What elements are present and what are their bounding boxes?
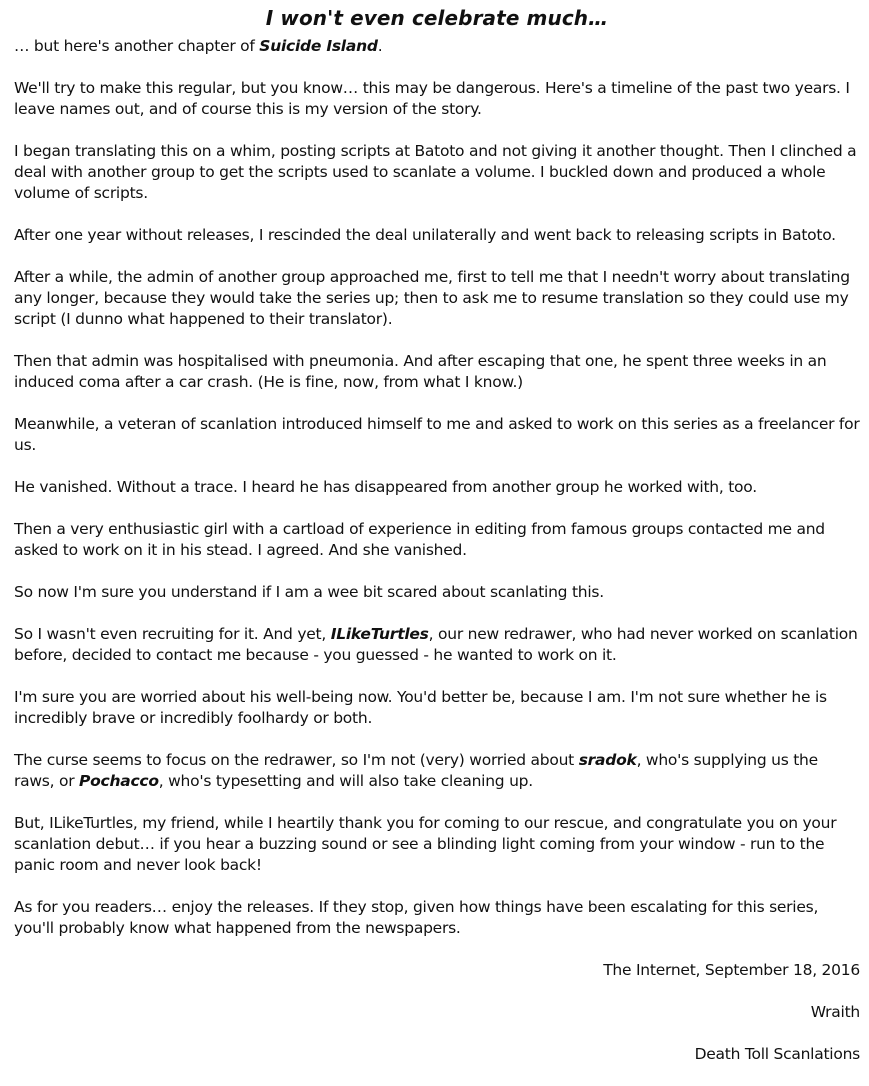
- redrawer-name: ILikeTurtles: [330, 625, 429, 643]
- signature-author: Wraith: [810, 1003, 860, 1021]
- paragraph-curse: [14, 750, 860, 792]
- paragraph-veteran-freelancer: Meanwhile, a veteran of scanlation introduced himself to me and asked to work on this series as a freelancer for us.: [14, 415, 860, 454]
- redrawer-text-after: , our new redrawer, who had never worked on scanlation before, decided to contact me because - you guessed - he wanted to work on it.: [14, 625, 858, 664]
- page-title: I won't even celebrate much…: [265, 6, 609, 30]
- paragraph-enthusiastic-girl: Then a very enthusiastic girl with a cartload of experience in editing from famous groups contacted me and asked to work on it in his stead. I agreed. And she vanished.: [14, 520, 825, 559]
- intro-paragraph: [14, 36, 860, 57]
- paragraph-vanished: He vanished. Without a trace. I heard he has disappeared from another group he worked with, too.: [14, 478, 757, 496]
- redrawer-text-before: So I wasn't even recruiting for it. And yet,: [14, 625, 331, 643]
- intro-text-after: .: [377, 37, 383, 55]
- paragraph-scared: So now I'm sure you understand if I am a wee bit scared about scanlating this.: [14, 583, 604, 601]
- intro-text-before: … but here's another chapter of: [14, 37, 260, 55]
- curse-text-middle: , who's supplying us the raws, or: [14, 751, 818, 790]
- paragraph-admin-hospitalised: Then that admin was hospitalised with pneumonia. And after escaping that one, he spent three weeks in an induced coma after a car crash. (He is fine, now, from what I know.): [14, 352, 827, 391]
- paragraph-regular-release: We'll try to make this regular, but you know… this may be dangerous. Here's a timeline of the past two years. I leave names out, and of course this is my version of the story.: [14, 79, 850, 118]
- typesetter-name: Pochacco: [79, 772, 159, 790]
- raws-supplier-name: sradok: [578, 751, 637, 769]
- paragraph-thanks-redrawer: But, ILikeTurtles, my friend, while I heartily thank you for coming to our rescue, and congratulate you on your scanlation debut… if you hear a buzzing sound or see a blinding light coming from your window - run to the panic room and never look back!: [14, 814, 837, 874]
- paragraph-new-redrawer: [14, 624, 860, 666]
- paragraph-well-being: I'm sure you are worried about his well-being now. You'd better be, because I am. I'm not sure whether he is incredibly brave or incredibly foolhardy or both.: [14, 688, 827, 727]
- paragraph-admin-approached: After a while, the admin of another group approached me, first to tell me that I needn't worry about translating any longer, because they would take the series up; then to ask me to resume translation so they could use my script (I dunno what happened to their translator).: [14, 268, 850, 328]
- paragraph-readers: As for you readers… enjoy the releases. If they stop, given how things have been escalating for this series, you'll probably know what happened from the newspapers.: [14, 898, 819, 937]
- paragraph-rescinded-deal: After one year without releases, I rescinded the deal unilaterally and went back to releasing scripts in Batoto.: [14, 226, 836, 244]
- curse-text-before: The curse seems to focus on the redrawer, so I'm not (very) worried about: [14, 751, 579, 769]
- signature-group: Death Toll Scanlations: [694, 1045, 860, 1063]
- curse-text-after: , who's typesetting and will also take cleaning up.: [158, 772, 533, 790]
- paragraph-began-translating: I began translating this on a whim, posting scripts at Batoto and not giving it another thought. Then I clinched a deal with another group to get the scripts used to scanlate a volume. I buckled down and produced a whole volume of scripts.: [14, 142, 857, 202]
- document-page: [14, 0, 860, 1086]
- series-name: Suicide Island: [259, 37, 378, 55]
- signature-place-date: The Internet, September 18, 2016: [603, 961, 860, 979]
